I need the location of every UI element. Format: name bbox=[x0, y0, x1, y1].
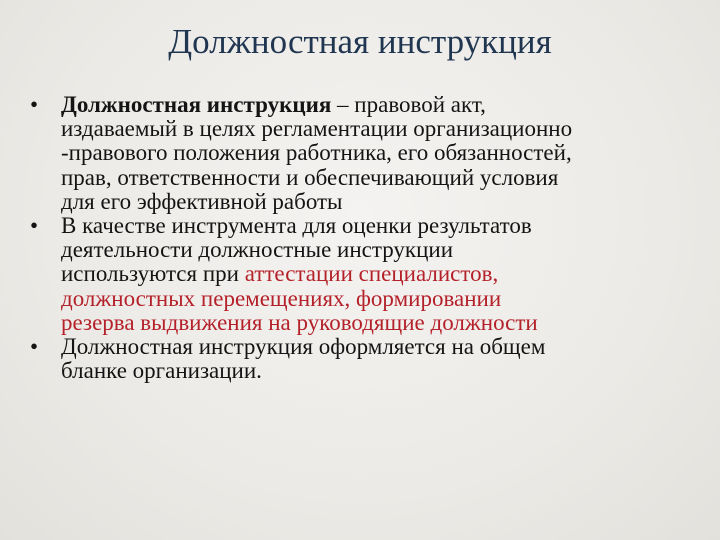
bullet-line: издаваемый в целях регламентации организационно bbox=[61, 116, 573, 142]
bullet-line bbox=[61, 262, 710, 286]
highlight-text: резерва выдвижения на руководящие должности bbox=[61, 309, 538, 335]
bullet-marker: • bbox=[30, 334, 39, 360]
bullet-line bbox=[61, 93, 710, 117]
bullet-item-usage bbox=[30, 214, 710, 335]
bullet-item-form bbox=[30, 335, 710, 383]
bullet-line: В качестве инструмента для оценки результатов bbox=[61, 213, 532, 239]
definition-start: – правовой акт, bbox=[331, 92, 486, 117]
bullet-line: -правового положения работника, его обязанностей, bbox=[61, 140, 572, 166]
bullet-line: для его эффективной работы bbox=[61, 188, 343, 214]
term-bold: Должностная инструкция bbox=[61, 92, 332, 117]
bullet-list bbox=[30, 93, 710, 383]
bullet-marker: • bbox=[30, 213, 39, 239]
slide-title: Должностная инструкция bbox=[168, 22, 552, 61]
bullet-line: прав, ответственности и обеспечивающий условия bbox=[61, 164, 559, 190]
usage-text: используются при bbox=[61, 261, 245, 287]
bullet-item-definition bbox=[30, 93, 710, 214]
highlight-text: аттестации специалистов, bbox=[244, 261, 499, 287]
highlight-text: должностных перемещениях, формировании bbox=[61, 285, 502, 311]
bullet-line: деятельности должностные инструкции bbox=[61, 237, 453, 263]
bullet-line: Должностная инструкция оформляется на общем bbox=[61, 334, 546, 360]
bullet-marker: • bbox=[30, 92, 39, 117]
bullet-line: бланке организации. bbox=[61, 358, 262, 384]
